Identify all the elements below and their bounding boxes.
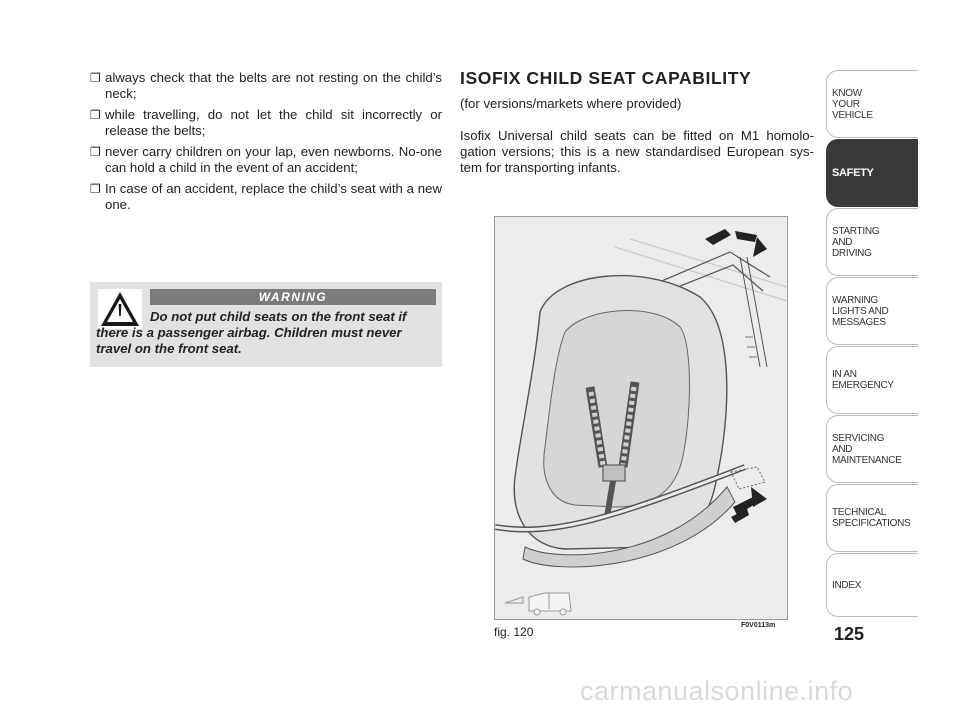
bullet-list [90,70,442,218]
section-title: ISOFIX CHILD SEAT CAPABILITY [460,68,752,88]
tab-safety[interactable] [826,139,918,207]
list-item [90,107,442,139]
tab-label: KNOW YOUR VEHICLE [832,87,873,121]
tab-label: STARTING AND DRIVING [832,225,880,259]
warning-box [90,282,442,367]
page-number: 125 [834,624,865,644]
tab-label: SERVICING AND MAINTENANCE [832,432,902,466]
isofix-seat-drawing [495,217,787,619]
section-body: Isofix Universal child seats can be fitted on M1 homolo-gation versions; this is a new standardised European sys-tem for transporting infants. [460,128,814,175]
tab-in-an-emergency[interactable] [826,346,918,414]
tab-index[interactable] [826,553,918,617]
list-item-text: In case of an accident, replace the child’s seat with a new one. [105,181,442,212]
checkbox-bullet-icon: ❐ [90,182,101,196]
tab-know-your-vehicle[interactable] [826,70,918,138]
checkbox-bullet-icon: ❐ [90,145,101,159]
tab-label: WARNING LIGHTS AND MESSAGES [832,294,889,328]
watermark: carmanualsonline.info [580,676,854,706]
tab-label: INDEX [832,579,862,591]
section-subtitle: (for versions/markets where provided) [460,96,682,111]
list-item [90,70,442,102]
list-item-text: never carry children on your lap, even newborns. No-one can hold a child in the event of an accident; [105,144,442,175]
figure-code: F0V0113m [741,622,776,629]
list-item-text: while travelling, do not let the child sit incorrectly or release the belts; [105,107,442,138]
list-item [90,181,442,213]
list-item [90,144,442,176]
warning-text: Do not put child seats on the front seat if there is a passenger airbag. Children must never travel on the front seat. [96,309,407,356]
checkbox-bullet-icon: ❐ [90,71,101,85]
list-item-text: always check that the belts are not resting on the child’s neck; [105,70,442,101]
tab-technical-specifications[interactable] [826,484,918,552]
tab-warning-lights[interactable] [826,277,918,345]
checkbox-bullet-icon: ❐ [90,108,101,122]
warning-label: WARNING [150,289,436,305]
tab-label: SAFETY [832,166,874,179]
tab-servicing[interactable] [826,415,918,483]
tab-label: IN AN EMERGENCY [832,369,894,391]
tab-starting-and-driving[interactable] [826,208,918,276]
tab-label: TECHNICAL SPECIFICATIONS [832,507,911,529]
figure-caption: fig. 120 [494,625,534,639]
child-seat-illustration [494,216,788,620]
